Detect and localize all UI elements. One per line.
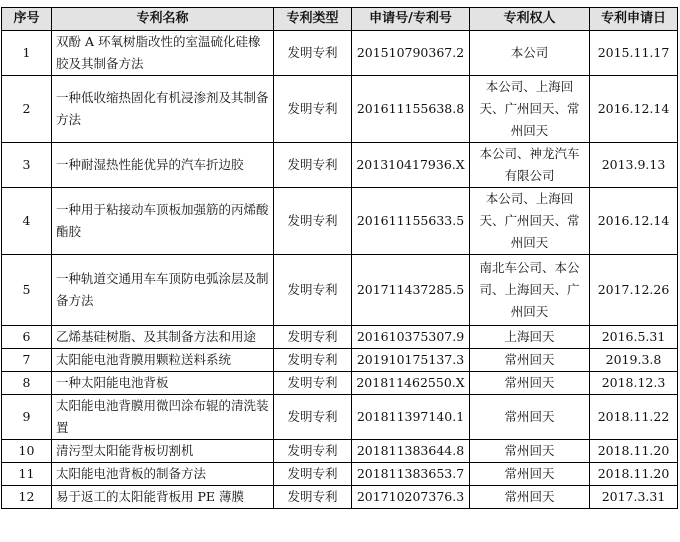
cell-type: 发明专利 bbox=[274, 143, 352, 188]
header-date: 专利申请日 bbox=[590, 8, 678, 31]
table-body bbox=[2, 31, 678, 509]
table-row bbox=[2, 326, 678, 349]
table-row bbox=[2, 486, 678, 509]
cell-owner: 常州回天 bbox=[470, 440, 590, 463]
table-row bbox=[2, 188, 678, 255]
cell-owner: 本公司、神龙汽车有限公司 bbox=[470, 143, 590, 188]
patent-table bbox=[1, 7, 678, 509]
header-type: 专利类型 bbox=[274, 8, 352, 31]
cell-type: 发明专利 bbox=[274, 486, 352, 509]
cell-owner: 南北车公司、本公司、上海回天、广州回天 bbox=[470, 255, 590, 326]
table-row bbox=[2, 395, 678, 440]
cell-owner: 上海回天 bbox=[470, 326, 590, 349]
cell-type: 发明专利 bbox=[274, 31, 352, 76]
cell-name: 清污型太阳能背板切割机 bbox=[52, 440, 274, 463]
cell-index: 12 bbox=[2, 486, 52, 509]
cell-name: 太阳能电池背膜用微凹涂布辊的清洗装置 bbox=[52, 395, 274, 440]
cell-owner: 常州回天 bbox=[470, 372, 590, 395]
cell-name: 一种耐湿热性能优异的汽车折边胶 bbox=[52, 143, 274, 188]
header-row bbox=[2, 8, 678, 31]
cell-app-no: 201510790367.2 bbox=[352, 31, 470, 76]
header-app-no: 申请号/专利号 bbox=[352, 8, 470, 31]
cell-date: 2015.11.17 bbox=[590, 31, 678, 76]
table-row bbox=[2, 76, 678, 143]
cell-owner: 本公司、上海回天、广州回天、常州回天 bbox=[470, 188, 590, 255]
cell-type: 发明专利 bbox=[274, 372, 352, 395]
cell-owner: 常州回天 bbox=[470, 349, 590, 372]
cell-date: 2019.3.8 bbox=[590, 349, 678, 372]
cell-owner: 常州回天 bbox=[470, 486, 590, 509]
cell-app-no: 201811462550.X bbox=[352, 372, 470, 395]
cell-date: 2017.3.31 bbox=[590, 486, 678, 509]
header-name: 专利名称 bbox=[52, 8, 274, 31]
cell-name: 太阳能电池背板的制备方法 bbox=[52, 463, 274, 486]
cell-owner: 常州回天 bbox=[470, 395, 590, 440]
cell-app-no: 201811397140.1 bbox=[352, 395, 470, 440]
cell-app-no: 201610375307.9 bbox=[352, 326, 470, 349]
cell-index: 9 bbox=[2, 395, 52, 440]
cell-index: 8 bbox=[2, 372, 52, 395]
cell-date: 2018.12.3 bbox=[590, 372, 678, 395]
cell-type: 发明专利 bbox=[274, 349, 352, 372]
cell-date: 2017.12.26 bbox=[590, 255, 678, 326]
cell-date: 2016.5.31 bbox=[590, 326, 678, 349]
cell-app-no: 201611155638.8 bbox=[352, 76, 470, 143]
cell-index: 1 bbox=[2, 31, 52, 76]
cell-name: 易于返工的太阳能背板用 PE 薄膜 bbox=[52, 486, 274, 509]
table-row bbox=[2, 349, 678, 372]
cell-name: 一种低收缩热固化有机浸渗剂及其制备方法 bbox=[52, 76, 274, 143]
cell-owner: 常州回天 bbox=[470, 463, 590, 486]
table-row bbox=[2, 440, 678, 463]
cell-app-no: 201711437285.5 bbox=[352, 255, 470, 326]
cell-type: 发明专利 bbox=[274, 440, 352, 463]
cell-index: 2 bbox=[2, 76, 52, 143]
cell-type: 发明专利 bbox=[274, 395, 352, 440]
cell-owner: 本公司、上海回天、广州回天、常州回天 bbox=[470, 76, 590, 143]
cell-app-no: 201910175137.3 bbox=[352, 349, 470, 372]
cell-name: 一种轨道交通用车车顶防电弧涂层及制备方法 bbox=[52, 255, 274, 326]
cell-index: 5 bbox=[2, 255, 52, 326]
table-row bbox=[2, 463, 678, 486]
cell-date: 2018.11.22 bbox=[590, 395, 678, 440]
table-header bbox=[2, 8, 678, 31]
cell-index: 4 bbox=[2, 188, 52, 255]
cell-index: 7 bbox=[2, 349, 52, 372]
cell-name: 一种用于粘接动车顶板加强筋的丙烯酸酯胶 bbox=[52, 188, 274, 255]
cell-date: 2016.12.14 bbox=[590, 188, 678, 255]
cell-type: 发明专利 bbox=[274, 463, 352, 486]
cell-type: 发明专利 bbox=[274, 255, 352, 326]
cell-type: 发明专利 bbox=[274, 76, 352, 143]
cell-app-no: 201710207376.3 bbox=[352, 486, 470, 509]
cell-date: 2018.11.20 bbox=[590, 463, 678, 486]
cell-type: 发明专利 bbox=[274, 326, 352, 349]
cell-index: 3 bbox=[2, 143, 52, 188]
cell-type: 发明专利 bbox=[274, 188, 352, 255]
cell-date: 2013.9.13 bbox=[590, 143, 678, 188]
cell-app-no: 201611155633.5 bbox=[352, 188, 470, 255]
table-row bbox=[2, 372, 678, 395]
cell-name: 乙烯基硅树脂、及其制备方法和用途 bbox=[52, 326, 274, 349]
cell-app-no: 201811383653.7 bbox=[352, 463, 470, 486]
table-row bbox=[2, 31, 678, 76]
cell-date: 2016.12.14 bbox=[590, 76, 678, 143]
table-row bbox=[2, 255, 678, 326]
table-row bbox=[2, 143, 678, 188]
header-owner: 专利权人 bbox=[470, 8, 590, 31]
cell-date: 2018.11.20 bbox=[590, 440, 678, 463]
cell-owner: 本公司 bbox=[470, 31, 590, 76]
cell-name: 双酚 A 环氧树脂改性的室温硫化硅橡胶及其制备方法 bbox=[52, 31, 274, 76]
cell-app-no: 201811383644.8 bbox=[352, 440, 470, 463]
header-index: 序号 bbox=[2, 8, 52, 31]
cell-app-no: 201310417936.X bbox=[352, 143, 470, 188]
cell-index: 6 bbox=[2, 326, 52, 349]
cell-index: 10 bbox=[2, 440, 52, 463]
cell-index: 11 bbox=[2, 463, 52, 486]
cell-name: 一种太阳能电池背板 bbox=[52, 372, 274, 395]
cell-name: 太阳能电池背膜用颗粒送料系统 bbox=[52, 349, 274, 372]
